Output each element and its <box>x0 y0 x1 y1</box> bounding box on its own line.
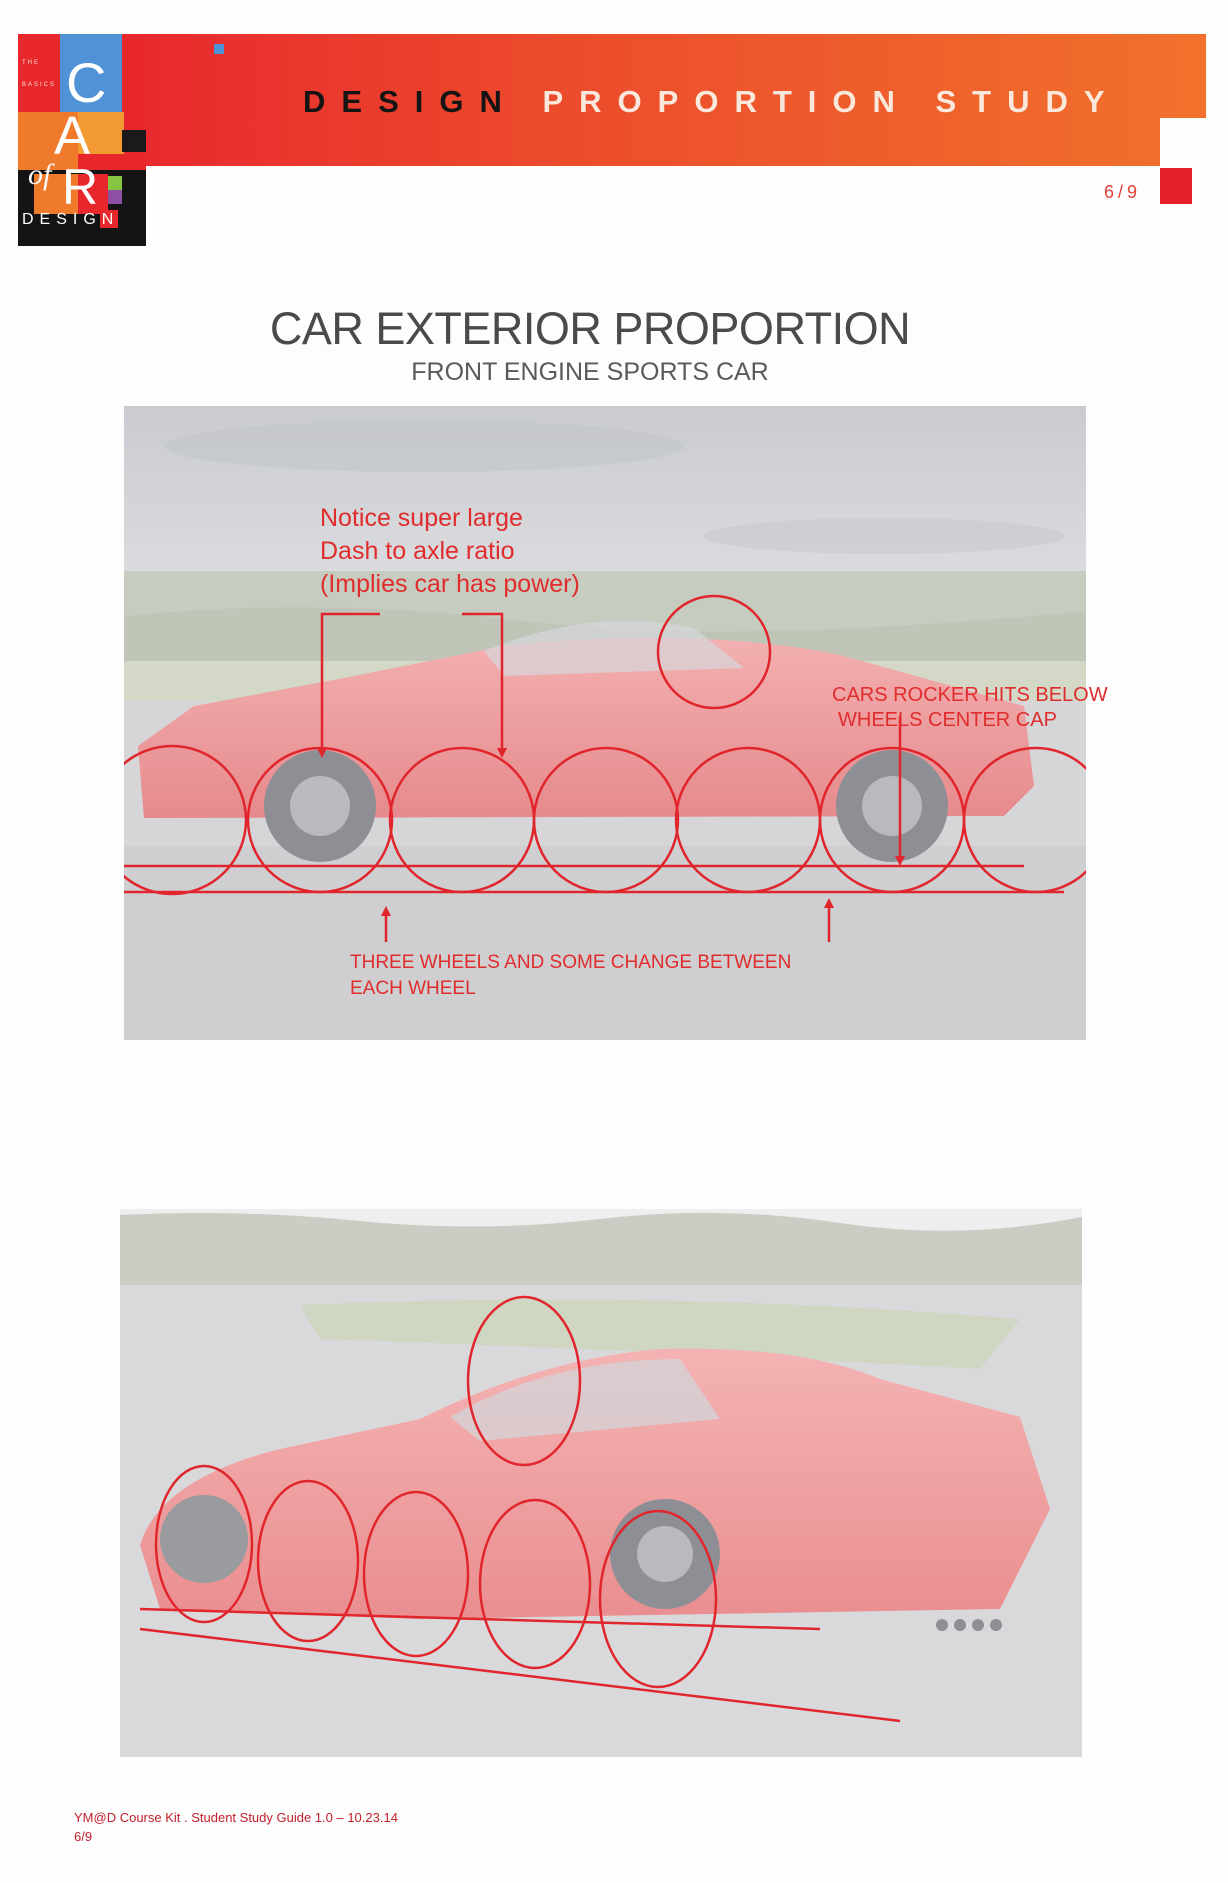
page-indicator: 6/9 <box>1104 182 1142 202</box>
note-dash-line3: (Implies car has power) <box>320 570 580 598</box>
logo-letter-c: C <box>66 51 107 114</box>
note-wheels-line2: EACH WHEEL <box>350 978 476 999</box>
note-dash-axle-ratio <box>320 502 580 601</box>
logo-basics: BASICS <box>22 82 57 88</box>
note-dash-line1: Notice super large <box>320 504 523 532</box>
logo <box>18 34 146 246</box>
note-wheels-line1: THREE WHEELS AND SOME CHANGE BETWEEN <box>350 952 792 973</box>
page-subtitle: FRONT ENGINE SPORTS CAR <box>411 358 769 386</box>
note-rocker-line2: WHEELS CENTER CAP <box>838 709 1057 731</box>
note-rocker <box>832 683 1108 733</box>
logo-design: DESIGN <box>22 211 120 228</box>
header-title <box>303 86 1121 117</box>
page-title: CAR EXTERIOR PROPORTION <box>269 303 911 354</box>
header-title-study: PROPORTION STUDY <box>542 84 1121 119</box>
note-rocker-line1: CARS ROCKER HITS BELOW <box>832 684 1108 706</box>
footer-page-number: 6/9 <box>74 1829 93 1844</box>
logo-the: THE <box>22 60 40 66</box>
note-three-wheels <box>350 950 791 1002</box>
logo-letter-of: of <box>28 158 52 191</box>
header-title-design: DESIGN <box>303 84 518 119</box>
logo-letter-a: A <box>54 106 91 166</box>
note-dash-line2: Dash to axle ratio <box>320 537 515 565</box>
car-rear-three-quarter-photo <box>120 1209 1082 1757</box>
page-marker-square <box>1160 168 1192 204</box>
logo-letter-r: R <box>62 159 99 215</box>
banner-notch <box>1160 118 1206 166</box>
footer-course-kit: YM@D Course Kit . Student Study Guide 1.0 – 10.23.14 <box>74 1810 398 1825</box>
footer <box>74 1808 398 1846</box>
